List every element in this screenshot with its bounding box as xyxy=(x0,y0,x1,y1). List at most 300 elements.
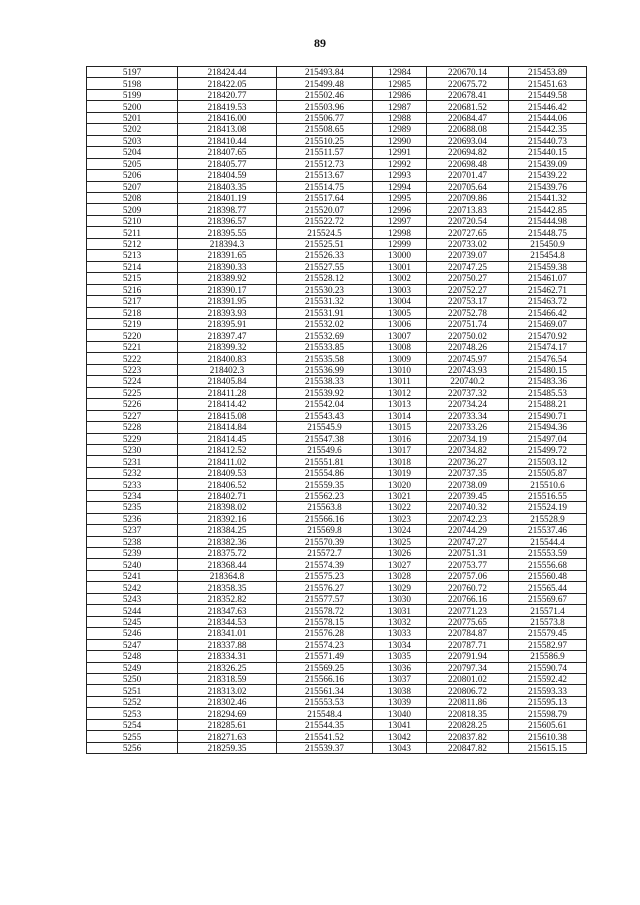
table-cell: 218364.8 xyxy=(178,570,277,581)
table-cell: 5239 xyxy=(87,548,178,559)
table-row xyxy=(87,364,587,375)
table-cell: 215454.8 xyxy=(509,250,587,261)
table-row xyxy=(87,731,587,742)
table-cell: 12997 xyxy=(373,215,427,226)
table-cell: 218413.08 xyxy=(178,124,277,135)
table-cell: 218416.00 xyxy=(178,112,277,123)
table-cell: 220806.72 xyxy=(427,685,509,696)
table-cell: 220811.86 xyxy=(427,696,509,707)
table-cell: 215461.07 xyxy=(509,273,587,284)
table-cell: 215569.8 xyxy=(277,525,373,536)
table-cell: 215442.85 xyxy=(509,204,587,215)
table-cell: 215466.42 xyxy=(509,307,587,318)
table-cell: 220734.24 xyxy=(427,399,509,410)
table-cell: 12992 xyxy=(373,158,427,169)
table-cell: 215548.4 xyxy=(277,708,373,719)
table-cell: 215553.59 xyxy=(509,548,587,559)
table-cell: 215551.81 xyxy=(277,456,373,467)
table-cell: 215485.53 xyxy=(509,387,587,398)
table-cell: 215533.85 xyxy=(277,341,373,352)
table-cell: 218409.53 xyxy=(178,467,277,478)
table-cell: 220733.02 xyxy=(427,238,509,249)
table-cell: 13039 xyxy=(373,696,427,707)
table-cell: 215503.12 xyxy=(509,456,587,467)
table-cell: 13010 xyxy=(373,364,427,375)
table-cell: 215444.06 xyxy=(509,112,587,123)
table-cell: 220751.74 xyxy=(427,318,509,329)
table-row xyxy=(87,376,587,387)
table-cell: 5216 xyxy=(87,284,178,295)
table-cell: 218390.17 xyxy=(178,284,277,295)
table-cell: 13040 xyxy=(373,708,427,719)
table-cell: 13038 xyxy=(373,685,427,696)
table-cell: 5203 xyxy=(87,135,178,146)
table-cell: 5201 xyxy=(87,112,178,123)
table-cell: 5231 xyxy=(87,456,178,467)
table-cell: 220753.77 xyxy=(427,559,509,570)
table-row xyxy=(87,410,587,421)
table-row xyxy=(87,250,587,261)
table-cell: 215476.54 xyxy=(509,353,587,364)
table-cell: 13017 xyxy=(373,444,427,455)
table-row xyxy=(87,582,587,593)
table-row xyxy=(87,525,587,536)
table-row xyxy=(87,662,587,673)
table-cell: 220742.23 xyxy=(427,513,509,524)
table-cell: 215544.35 xyxy=(277,719,373,730)
table-cell: 218402.71 xyxy=(178,490,277,501)
table-cell: 215547.38 xyxy=(277,433,373,444)
table-cell: 215541.52 xyxy=(277,731,373,742)
table-cell: 13018 xyxy=(373,456,427,467)
table-cell: 218271.63 xyxy=(178,731,277,742)
table-row xyxy=(87,330,587,341)
table-cell: 220775.65 xyxy=(427,616,509,627)
table-cell: 215459.38 xyxy=(509,261,587,272)
table-cell: 215582.97 xyxy=(509,639,587,650)
table-cell: 218391.95 xyxy=(178,296,277,307)
table-cell: 218337.88 xyxy=(178,639,277,650)
table-cell: 215566.16 xyxy=(277,674,373,685)
table-cell: 5221 xyxy=(87,341,178,352)
table-cell: 5210 xyxy=(87,215,178,226)
table-cell: 215538.33 xyxy=(277,376,373,387)
table-cell: 13029 xyxy=(373,582,427,593)
table-cell: 220698.48 xyxy=(427,158,509,169)
table-cell: 218411.28 xyxy=(178,387,277,398)
table-cell: 220752.78 xyxy=(427,307,509,318)
table-cell: 220670.14 xyxy=(427,67,509,78)
table-cell: 215517.64 xyxy=(277,192,373,203)
table-cell: 215532.02 xyxy=(277,318,373,329)
table-cell: 13028 xyxy=(373,570,427,581)
table-cell: 5254 xyxy=(87,719,178,730)
table-cell: 13022 xyxy=(373,502,427,513)
table-cell: 5205 xyxy=(87,158,178,169)
table-cell: 5235 xyxy=(87,502,178,513)
table-cell: 13027 xyxy=(373,559,427,570)
table-cell: 220757.06 xyxy=(427,570,509,581)
table-cell: 215544.4 xyxy=(509,536,587,547)
table-cell: 220748.26 xyxy=(427,341,509,352)
table-cell: 5244 xyxy=(87,605,178,616)
table-cell: 13005 xyxy=(373,307,427,318)
table-cell: 218405.77 xyxy=(178,158,277,169)
table-cell: 215474.17 xyxy=(509,341,587,352)
table-cell: 13015 xyxy=(373,422,427,433)
table-row xyxy=(87,742,587,753)
table-cell: 218407.65 xyxy=(178,147,277,158)
table-cell: 218410.44 xyxy=(178,135,277,146)
table-cell: 215450.9 xyxy=(509,238,587,249)
table-cell: 215562.23 xyxy=(277,490,373,501)
table-row xyxy=(87,158,587,169)
table-row xyxy=(87,456,587,467)
table-cell: 13032 xyxy=(373,616,427,627)
table-cell: 218259.35 xyxy=(178,742,277,753)
table-cell: 215440.15 xyxy=(509,147,587,158)
table-cell: 13013 xyxy=(373,399,427,410)
table-cell: 215573.8 xyxy=(509,616,587,627)
table-cell: 220734.82 xyxy=(427,444,509,455)
table-cell: 215499.48 xyxy=(277,78,373,89)
table-cell: 220744.29 xyxy=(427,525,509,536)
table-cell: 13031 xyxy=(373,605,427,616)
table-cell: 218424.44 xyxy=(178,67,277,78)
table-cell: 12993 xyxy=(373,170,427,181)
table-cell: 215571.49 xyxy=(277,651,373,662)
table-cell: 218344.53 xyxy=(178,616,277,627)
table-cell: 215510.6 xyxy=(509,479,587,490)
table-cell: 13002 xyxy=(373,273,427,284)
table-cell: 5236 xyxy=(87,513,178,524)
table-cell: 215578.15 xyxy=(277,616,373,627)
table-cell: 5246 xyxy=(87,628,178,639)
table-cell: 215605.61 xyxy=(509,719,587,730)
table-cell: 5251 xyxy=(87,685,178,696)
table-row xyxy=(87,651,587,662)
table-cell: 215470.92 xyxy=(509,330,587,341)
table-row xyxy=(87,502,587,513)
table-cell: 220737.35 xyxy=(427,467,509,478)
table-cell: 215575.23 xyxy=(277,570,373,581)
table-cell: 218419.53 xyxy=(178,101,277,112)
table-cell: 215483.36 xyxy=(509,376,587,387)
table-row xyxy=(87,399,587,410)
table-cell: 218393.93 xyxy=(178,307,277,318)
table-cell: 215536.99 xyxy=(277,364,373,375)
table-cell: 12991 xyxy=(373,147,427,158)
table-cell: 220694.82 xyxy=(427,147,509,158)
table-row xyxy=(87,67,587,78)
table-cell: 215542.04 xyxy=(277,399,373,410)
table-cell: 215569.67 xyxy=(509,593,587,604)
table-cell: 220787.71 xyxy=(427,639,509,650)
table-cell: 12985 xyxy=(373,78,427,89)
table-row xyxy=(87,89,587,100)
table-cell: 215462.71 xyxy=(509,284,587,295)
table-cell: 5230 xyxy=(87,444,178,455)
table-cell: 215488.21 xyxy=(509,399,587,410)
table-cell: 218341.01 xyxy=(178,628,277,639)
table-cell: 5202 xyxy=(87,124,178,135)
table-row xyxy=(87,490,587,501)
table-cell: 220681.52 xyxy=(427,101,509,112)
table-cell: 215539.92 xyxy=(277,387,373,398)
table-cell: 5224 xyxy=(87,376,178,387)
table-cell: 218414.45 xyxy=(178,433,277,444)
table-cell: 215532.69 xyxy=(277,330,373,341)
table-cell: 215510.25 xyxy=(277,135,373,146)
table-cell: 215512.73 xyxy=(277,158,373,169)
table-cell: 218398.02 xyxy=(178,502,277,513)
table-cell: 215441.32 xyxy=(509,192,587,203)
table-cell: 218390.33 xyxy=(178,261,277,272)
table-row xyxy=(87,605,587,616)
table-row xyxy=(87,135,587,146)
table-cell: 13035 xyxy=(373,651,427,662)
table-row xyxy=(87,616,587,627)
table-cell: 215508.65 xyxy=(277,124,373,135)
table-cell: 5232 xyxy=(87,467,178,478)
table-cell: 218412.52 xyxy=(178,444,277,455)
table-cell: 218401.19 xyxy=(178,192,277,203)
table-cell: 13041 xyxy=(373,719,427,730)
table-cell: 5214 xyxy=(87,261,178,272)
coordinates-table xyxy=(86,66,587,754)
table-cell: 13025 xyxy=(373,536,427,547)
table-cell: 218415.08 xyxy=(178,410,277,421)
table-row xyxy=(87,215,587,226)
table-cell: 220675.72 xyxy=(427,78,509,89)
table-cell: 13006 xyxy=(373,318,427,329)
table-cell: 215610.38 xyxy=(509,731,587,742)
table-cell: 218404.59 xyxy=(178,170,277,181)
table-cell: 220688.08 xyxy=(427,124,509,135)
table-cell: 220760.72 xyxy=(427,582,509,593)
table-row xyxy=(87,433,587,444)
table-cell: 5237 xyxy=(87,525,178,536)
table-cell: 215503.96 xyxy=(277,101,373,112)
table-cell: 220734.19 xyxy=(427,433,509,444)
table-cell: 13014 xyxy=(373,410,427,421)
table-cell: 220740.32 xyxy=(427,502,509,513)
table-cell: 220709.86 xyxy=(427,192,509,203)
table-cell: 218397.47 xyxy=(178,330,277,341)
table-row xyxy=(87,204,587,215)
table-cell: 220747.25 xyxy=(427,261,509,272)
table-cell: 5256 xyxy=(87,742,178,753)
table-row xyxy=(87,318,587,329)
table-cell: 220739.07 xyxy=(427,250,509,261)
table-cell: 13033 xyxy=(373,628,427,639)
table-row xyxy=(87,513,587,524)
table-cell: 220750.02 xyxy=(427,330,509,341)
table-row xyxy=(87,708,587,719)
table-body xyxy=(87,67,587,754)
table-cell: 5219 xyxy=(87,318,178,329)
table-cell: 13016 xyxy=(373,433,427,444)
table-cell: 13043 xyxy=(373,742,427,753)
table-cell: 5218 xyxy=(87,307,178,318)
table-cell: 215446.42 xyxy=(509,101,587,112)
table-cell: 215463.72 xyxy=(509,296,587,307)
table-row xyxy=(87,238,587,249)
table-cell: 13003 xyxy=(373,284,427,295)
table-cell: 215528.12 xyxy=(277,273,373,284)
table-row xyxy=(87,639,587,650)
table-cell: 5197 xyxy=(87,67,178,78)
table-cell: 5238 xyxy=(87,536,178,547)
table-cell: 215514.75 xyxy=(277,181,373,192)
table-cell: 220701.47 xyxy=(427,170,509,181)
table-cell: 215556.68 xyxy=(509,559,587,570)
table-cell: 5240 xyxy=(87,559,178,570)
table-cell: 218414.42 xyxy=(178,399,277,410)
table-cell: 215559.35 xyxy=(277,479,373,490)
table-cell: 13000 xyxy=(373,250,427,261)
table-cell: 13024 xyxy=(373,525,427,536)
table-cell: 215442.35 xyxy=(509,124,587,135)
table-cell: 13001 xyxy=(373,261,427,272)
table-cell: 215531.32 xyxy=(277,296,373,307)
table-row xyxy=(87,170,587,181)
table-row xyxy=(87,387,587,398)
table-row xyxy=(87,341,587,352)
table-cell: 220740.2 xyxy=(427,376,509,387)
table-cell: 220727.65 xyxy=(427,227,509,238)
table-cell: 215453.89 xyxy=(509,67,587,78)
table-cell: 5199 xyxy=(87,89,178,100)
table-cell: 218368.44 xyxy=(178,559,277,570)
table-cell: 215449.58 xyxy=(509,89,587,100)
table-cell: 218394.3 xyxy=(178,238,277,249)
table-row xyxy=(87,479,587,490)
table-cell: 13011 xyxy=(373,376,427,387)
table-cell: 12984 xyxy=(373,67,427,78)
table-cell: 215506.77 xyxy=(277,112,373,123)
table-cell: 218406.52 xyxy=(178,479,277,490)
table-cell: 215439.22 xyxy=(509,170,587,181)
table-cell: 13042 xyxy=(373,731,427,742)
table-cell: 218411.02 xyxy=(178,456,277,467)
table-cell: 5222 xyxy=(87,353,178,364)
table-cell: 12994 xyxy=(373,181,427,192)
table-cell: 220720.54 xyxy=(427,215,509,226)
table-cell: 220693.04 xyxy=(427,135,509,146)
table-cell: 12987 xyxy=(373,101,427,112)
table-cell: 5228 xyxy=(87,422,178,433)
table-row xyxy=(87,353,587,364)
table-cell: 220713.83 xyxy=(427,204,509,215)
table-cell: 5213 xyxy=(87,250,178,261)
table-row xyxy=(87,422,587,433)
table-cell: 5245 xyxy=(87,616,178,627)
table-cell: 220751.31 xyxy=(427,548,509,559)
table-cell: 5234 xyxy=(87,490,178,501)
table-cell: 218395.91 xyxy=(178,318,277,329)
table-cell: 218391.65 xyxy=(178,250,277,261)
table-cell: 218294.69 xyxy=(178,708,277,719)
table-cell: 220733.34 xyxy=(427,410,509,421)
table-cell: 220847.82 xyxy=(427,742,509,753)
table-cell: 13019 xyxy=(373,467,427,478)
table-cell: 5253 xyxy=(87,708,178,719)
table-cell: 215525.51 xyxy=(277,238,373,249)
table-cell: 5206 xyxy=(87,170,178,181)
table-cell: 5233 xyxy=(87,479,178,490)
table-cell: 218399.32 xyxy=(178,341,277,352)
table-cell: 5229 xyxy=(87,433,178,444)
table-cell: 215566.16 xyxy=(277,513,373,524)
table-row xyxy=(87,570,587,581)
table-cell: 12986 xyxy=(373,89,427,100)
table-cell: 215554.86 xyxy=(277,467,373,478)
table-cell: 215560.48 xyxy=(509,570,587,581)
table-cell: 218375.72 xyxy=(178,548,277,559)
table-cell: 218396.57 xyxy=(178,215,277,226)
table-cell: 5227 xyxy=(87,410,178,421)
table-cell: 5207 xyxy=(87,181,178,192)
table-cell: 5215 xyxy=(87,273,178,284)
table-row xyxy=(87,227,587,238)
table-cell: 12998 xyxy=(373,227,427,238)
table-cell: 218347.63 xyxy=(178,605,277,616)
table-cell: 215528.9 xyxy=(509,513,587,524)
table-cell: 215520.07 xyxy=(277,204,373,215)
table-cell: 215490.71 xyxy=(509,410,587,421)
table-cell: 218403.35 xyxy=(178,181,277,192)
table-cell: 5208 xyxy=(87,192,178,203)
table-cell: 5209 xyxy=(87,204,178,215)
table-row xyxy=(87,192,587,203)
table-cell: 220747.27 xyxy=(427,536,509,547)
table-cell: 218313.02 xyxy=(178,685,277,696)
table-cell: 220818.35 xyxy=(427,708,509,719)
table-cell: 218285.61 xyxy=(178,719,277,730)
table-cell: 220791.94 xyxy=(427,651,509,662)
table-cell: 215565.44 xyxy=(509,582,587,593)
table-cell: 13036 xyxy=(373,662,427,673)
table-cell: 5198 xyxy=(87,78,178,89)
table-cell: 13026 xyxy=(373,548,427,559)
table-cell: 215545.9 xyxy=(277,422,373,433)
table-row xyxy=(87,147,587,158)
table-cell: 218414.84 xyxy=(178,422,277,433)
table-cell: 13009 xyxy=(373,353,427,364)
table-cell: 218389.92 xyxy=(178,273,277,284)
table-cell: 13021 xyxy=(373,490,427,501)
table-row xyxy=(87,124,587,135)
table-row xyxy=(87,101,587,112)
table-cell: 215586.9 xyxy=(509,651,587,662)
table-cell: 215563.8 xyxy=(277,502,373,513)
table-cell: 215574.23 xyxy=(277,639,373,650)
table-row xyxy=(87,444,587,455)
table-cell: 220801.02 xyxy=(427,674,509,685)
table-cell: 13012 xyxy=(373,387,427,398)
table-cell: 215494.36 xyxy=(509,422,587,433)
table-cell: 5249 xyxy=(87,662,178,673)
table-cell: 215469.07 xyxy=(509,318,587,329)
table-row xyxy=(87,273,587,284)
table-cell: 220743.93 xyxy=(427,364,509,375)
table-cell: 215576.28 xyxy=(277,628,373,639)
table-cell: 215439.09 xyxy=(509,158,587,169)
table-cell: 215569.25 xyxy=(277,662,373,673)
table-row xyxy=(87,719,587,730)
table-cell: 13023 xyxy=(373,513,427,524)
